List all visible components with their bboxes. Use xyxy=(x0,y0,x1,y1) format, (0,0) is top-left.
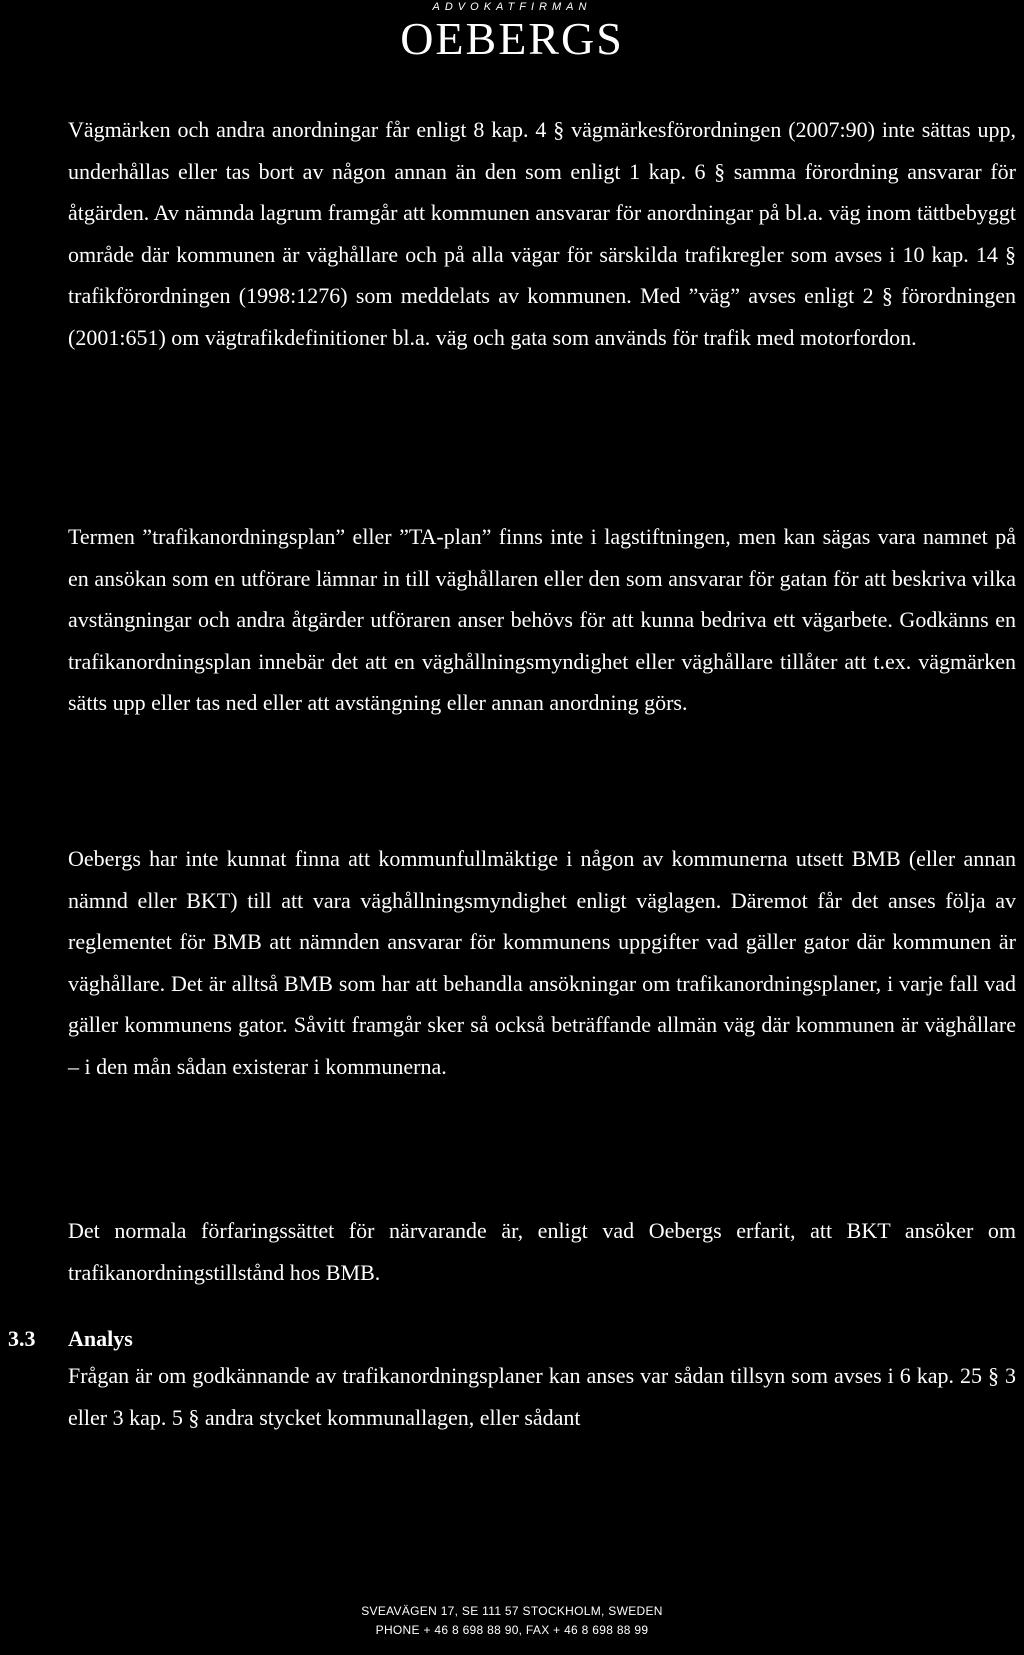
section-number: 3.3 xyxy=(8,1326,36,1351)
firm-name-logo: OEBERGS xyxy=(400,13,624,64)
paragraph-normal-procedure: Det normala förfaringssättet för närvarande är, enligt vad Oebergs erfarit, att BKT ansöker om trafikanordningstillstånd hos BMB. xyxy=(68,1218,1016,1285)
paragraph-road-signs: Vägmärken och andra anordningar får enligt 8 kap. 4 § vägmärkesförordningen (2007:90) inte sättas upp, underhållas eller tas bort av någon annan än den som enligt 1 kap. 6 § samma förordning ansvarar för åtgärden. Av nämnda lagrum framgår att kommunen ansvarar för anordningar på bl.a. väg inom tättbebyggt område där kommunen är väghållare och på alla vägar för särskilda trafikregler som avses i 10 kap. 14 § trafikförordningen (1998:1276) som meddelats av kommunen. Med ”väg” avses enligt 2 § förordningen (2001:651) om vägtrafikdefinitioner bl.a. väg och gata som används för trafik med motorfordon. xyxy=(68,117,1016,350)
page-footer xyxy=(0,1602,1024,1640)
paragraph-analysis: Frågan är om godkännande av trafikanordningsplaner kan anses var sådan tillsyn som avses i 6 kap. 25 § 3 eller 3 kap. 5 § andra stycket kommunallagen, eller sådant xyxy=(68,1363,1016,1430)
paragraph-ta-plan: Termen ”trafikanordningsplan” eller ”TA-plan” finns inte i lagstiftningen, men kan sägas vara namnet på en ansökan som en utförare lämnar in till väghållaren eller den som ansvarar för gatan för att beskriva vilka avstängningar och andra åtgärder utföraren anser behövs för att kunna bedriva ett vägarbete. Godkänns en trafikanordningsplan innebär det att en väghållningsmyndighet eller väghållare tillåter att t.ex. vägmärken sätts upp eller tas ned eller att avstängning eller annan anordning görs. xyxy=(68,524,1016,716)
section-title: Analys xyxy=(68,1326,133,1351)
footer-address: SVEAVÄGEN 17, SE 111 57 STOCKHOLM, SWEDEN xyxy=(361,1604,663,1618)
footer-phone: PHONE + 46 8 698 88 90, FAX + 46 8 698 88 99 xyxy=(375,1623,649,1637)
paragraph-road-authority: Oebergs har inte kunnat finna att kommunfullmäktige i någon av kommunerna utsett BMB (eller annan nämnd eller BKT) till att vara väghållningsmyndighet enligt väglagen. Däremot får det anses följa av reglementet för BMB att nämnden ansvarar för kommunens uppgifter vad gäller gator där kommunen är väghållare. Det är alltså BMB som har att behandla ansökningar om trafikanordningsplaner, i varje fall vad gäller kommunens gator. Såvitt framgår sker så också beträffande allmän väg där kommunen är väghållare – i den mån sådan existerar i kommunerna. xyxy=(68,846,1016,1079)
firm-tagline: ADVOKATFIRMAN xyxy=(432,1,592,13)
